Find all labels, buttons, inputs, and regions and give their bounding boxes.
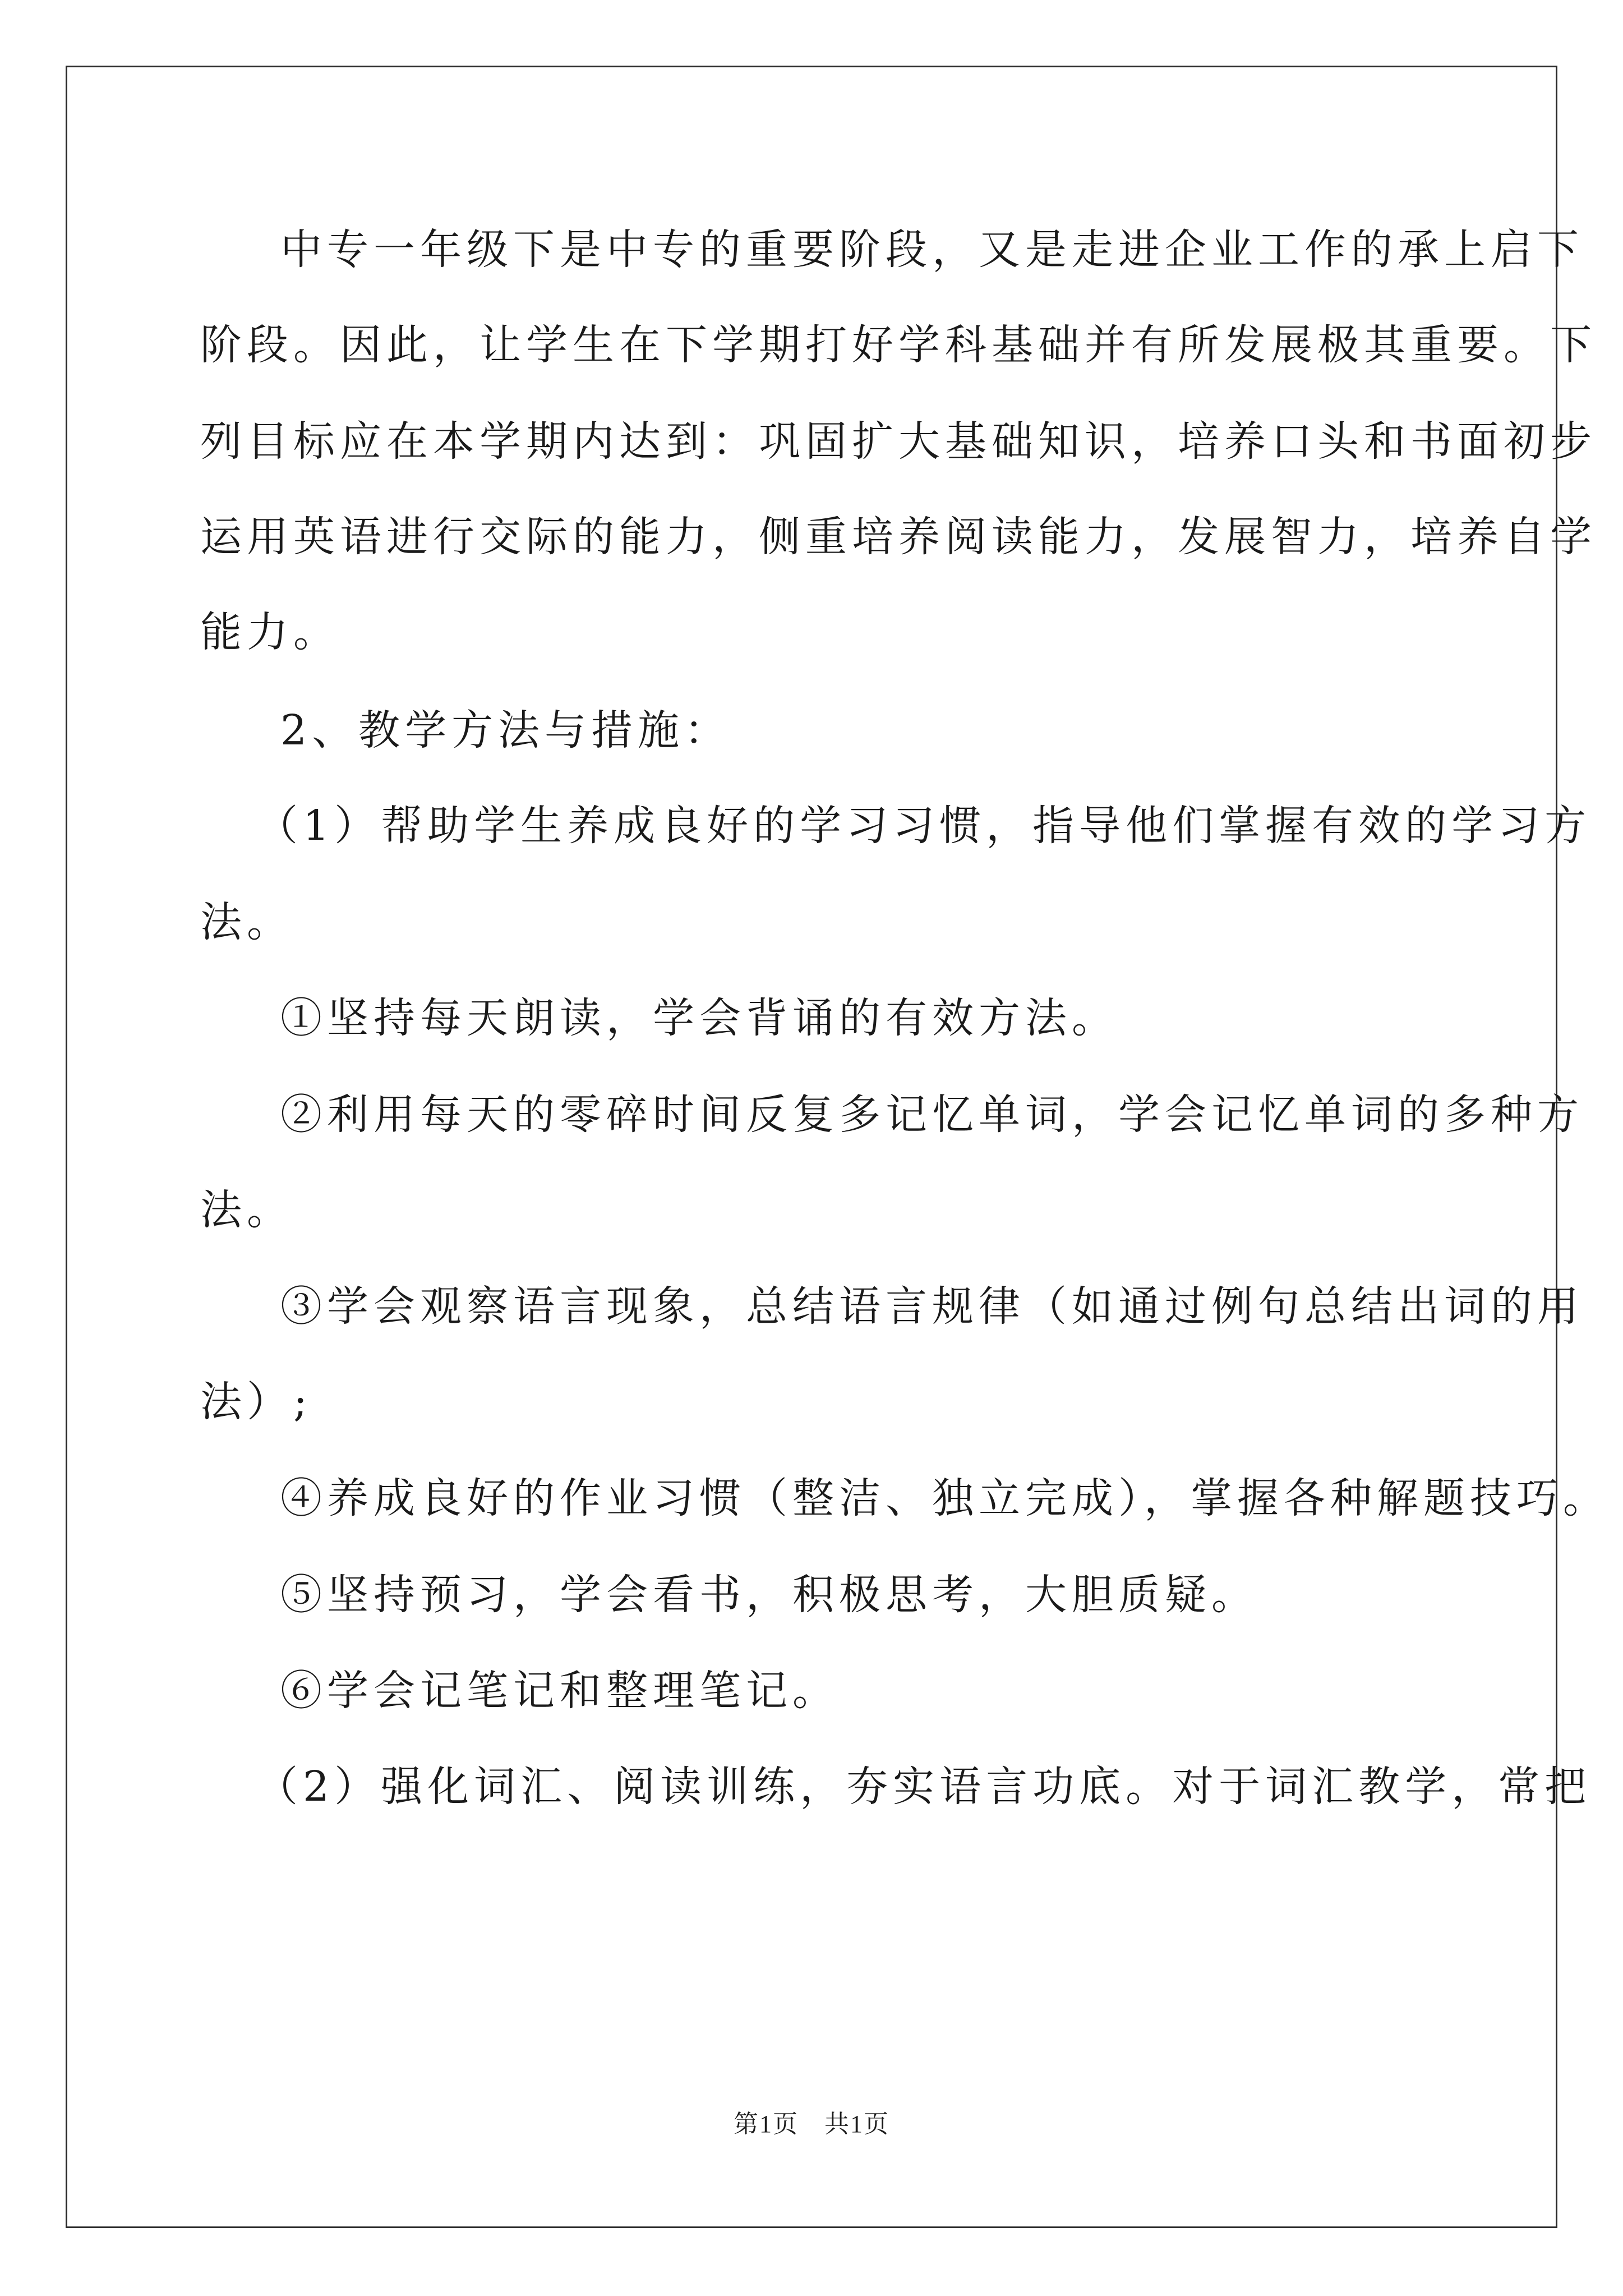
list-item: ②利用每天的零碎时间反复多记忆单词，学会记忆单词的多种方 (280, 1091, 1584, 1139)
text-line: 法）; (200, 1378, 312, 1426)
page-footer: 第1页 共1页 (734, 2110, 889, 2138)
list-item: ⑤坚持预习，学会看书，积极思考，大胆质疑。 (280, 1571, 1258, 1619)
list-item: ④养成良好的作业习惯（整洁、独立完成），掌握各种解题技巧。 (280, 1474, 1610, 1522)
text-line: 阶段。因此，让学生在下学期打好学科基础并有所发展极其重要。下 (200, 321, 1597, 369)
list-item: ⑥学会记笔记和整理笔记。 (280, 1667, 839, 1715)
list-item: ①坚持每天朗读，学会背诵的有效方法。 (280, 994, 1118, 1042)
text-line: 运用英语进行交际的能力，侧重培养阅读能力，发展智力，培养自学 (200, 513, 1597, 561)
list-item: ③学会观察语言现象，总结语言规律（如通过例句总结出词的用 (280, 1282, 1584, 1331)
page-border (66, 66, 1557, 2228)
text-line: 列目标应在本学期内达到：巩固扩大基础知识，培养口头和书面初步 (200, 417, 1597, 466)
text-line: 能力。 (200, 608, 340, 656)
text-line: （2）强化词汇、阅读训练，夯实语言功底。对于词汇教学，常把 (256, 1763, 1592, 1811)
text-line: 中专一年级下是中专的重要阶段，又是走进企业工作的承上启下 (280, 226, 1584, 274)
text-line: （1）帮助学生养成良好的学习习惯，指导他们掌握有效的学习方 (256, 802, 1592, 850)
section-heading: 2、教学方法与措施： (280, 706, 731, 754)
text-line: 法。 (200, 898, 293, 946)
text-line: 法。 (200, 1186, 293, 1234)
